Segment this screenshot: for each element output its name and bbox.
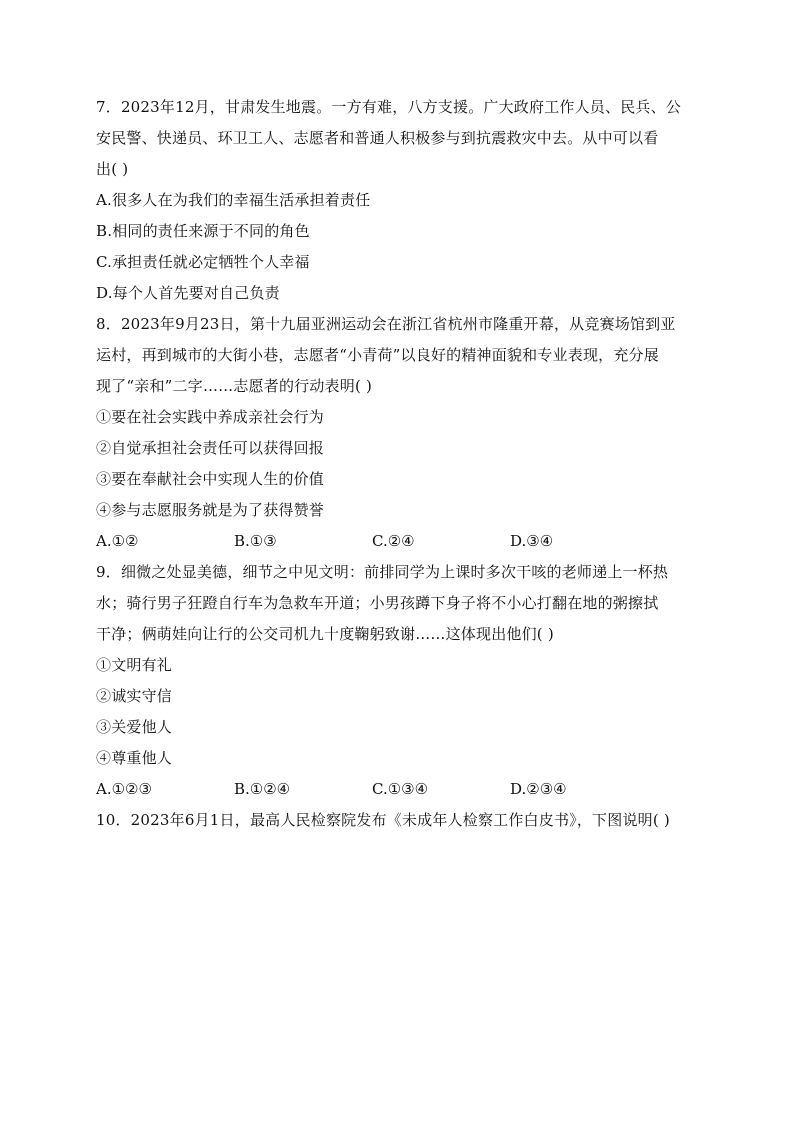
question-7-stem-line-1: 7．2023年12月，甘肃发生地震。一方有难，八方支援。广大政府工作人员、民兵、公 [96,98,682,116]
question-9-item-4: ④尊重他人 [96,749,173,767]
question-10-stem-line-1: 10．2023年6月1日，最高人民检察院发布《未成年人检察工作白皮书》，下图说明( ) [96,811,670,829]
question-7-stem-line-3: 出( ) [96,160,129,178]
question-9-item-2: ②诚实守信 [96,687,173,705]
question-9-choice-c: C.①③④ [372,780,429,798]
question-8-choices [96,526,698,557]
question-9-choice-b: B.①②④ [234,780,291,798]
question-8-stem-line-1: 8．2023年9月23日，第十九届亚洲运动会在浙江省杭州市隆重开幕，从竞赛场馆到亚 [96,315,676,333]
question-7-option-a: A.很多人在为我们的幸福生活承担着责任 [96,191,371,209]
question-8-item-3: ③要在奉献社会中实现人生的价值 [96,470,325,488]
question-9-stem-line-1: 9．细微之处显美德，细节之中见文明：前排同学为上课时多次干咳的老师递上一杯热 [96,563,669,581]
question-9-item-3: ③关爱他人 [96,718,173,736]
question-8-item-1: ①要在社会实践中养成亲社会行为 [96,408,325,426]
question-8-choice-c: C.②④ [372,532,415,550]
question-8 [96,309,698,557]
question-9-item-1: ①文明有礼 [96,656,173,674]
question-8-choice-d: D.③④ [510,532,554,550]
question-8-stem-line-2: 运村，再到城市的大街小巷，志愿者“小青荷”以良好的精神面貌和专业表现，充分展 [96,346,659,364]
question-7-option-c: C.承担责任就必定牺牲个人幸福 [96,253,310,271]
question-9 [96,557,698,805]
question-7 [96,92,698,309]
question-10 [96,805,698,836]
question-7-option-d: D.每个人首先要对自己负责 [96,284,280,302]
question-8-item-2: ②自觉承担社会责任可以获得回报 [96,439,325,457]
question-8-choice-b: B.①③ [234,532,277,550]
question-9-stem-line-2: 水；骑行男子狂蹬自行车为急救车开道；小男孩蹲下身子将不小心打翻在地的粥擦拭 [96,594,659,612]
question-9-choice-a: A.①②③ [96,780,152,798]
question-7-option-b: B.相同的责任来源于不同的角色 [96,222,310,240]
question-8-choice-a: A.①② [96,532,139,550]
question-9-choice-d: D.②③④ [510,780,567,798]
question-7-stem-line-2: 安民警、快递员、环卫工人、志愿者和普通人积极参与到抗震救灾中去。从中可以看 [96,129,659,147]
question-8-item-4: ④参与志愿服务就是为了获得赞誉 [96,501,325,519]
question-9-choices [96,774,698,805]
question-9-stem-line-3: 干净；俩萌娃向让行的公交司机九十度鞠躬致谢……这体现出他们( ) [96,625,554,643]
question-8-stem-line-3: 现了“亲和”二字……志愿者的行动表明( ) [96,377,373,395]
